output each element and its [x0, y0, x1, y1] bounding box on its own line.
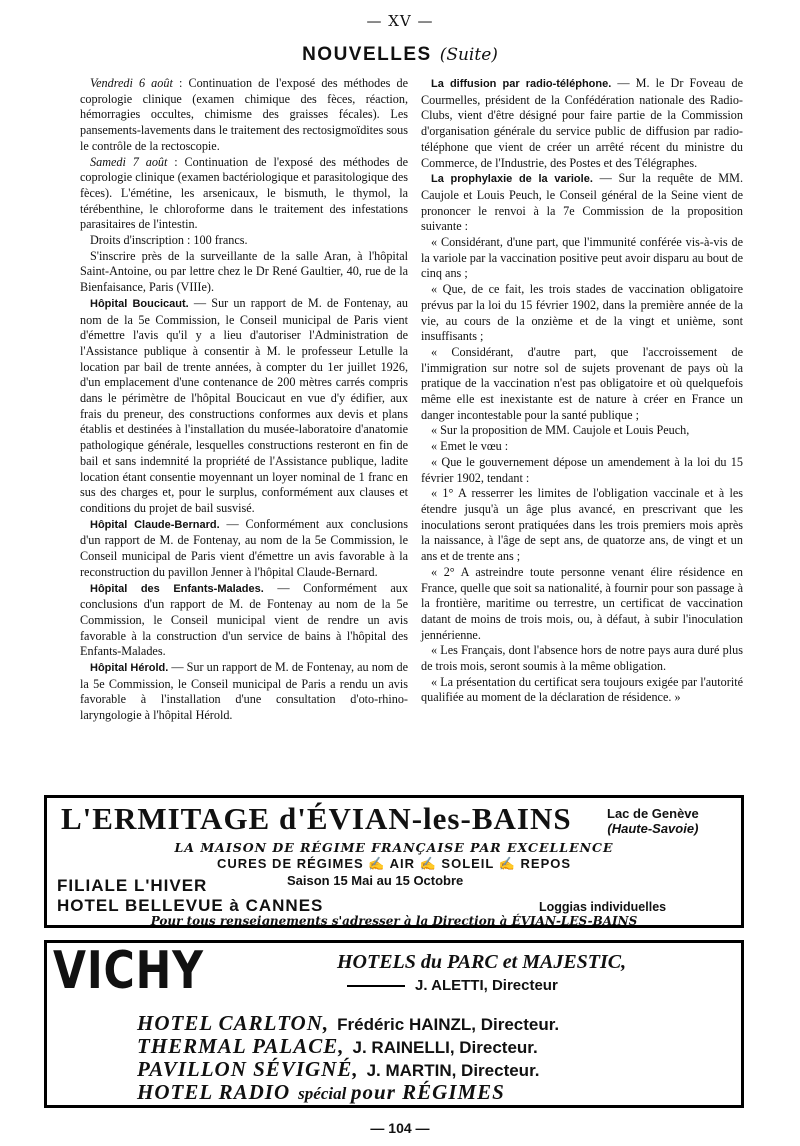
paragraph-text: : Continuation de l'exposé des méthodes de coprologie clinique (examen chimique des fèces, réaction, hémorragies occultes, chimisme des graisses fécales). Les pansements-lavements dans le traitement des rectosigmoïdites sous le contrôle de la rectoscopie. [80, 76, 408, 153]
evian-filiale: FILIALE L'HIVER [57, 876, 208, 895]
left-column [80, 76, 408, 724]
paragraph-lead: Vendredi 6 août [90, 76, 173, 90]
paragraph-text: « Les Français, dont l'absence hors de notre pays aura duré plus de trois mois, seront soumis à la même obligation. [421, 643, 743, 674]
paragraph-lead: La diffusion par radio-téléphone. [431, 78, 612, 90]
paragraph-text: « Que, de ce fait, les trois stades de vaccination obligatoire prévus par la loi du 15 février 1902, dans la première année de la vie, au cours de la onzième et de la vingt et unième, sont insuffisants ; [421, 282, 743, 344]
paragraph [421, 675, 743, 706]
paragraph-text: — Sur un rapport de M. de Fontenay, au nom de la 5e Commission, le Conseil municipal de Paris a rendu un avis favorable à l'installation d'une consultation d'oto-rhino-laryngologie à l'hôpital Hérold. [80, 660, 408, 723]
paragraph-text: : Continuation de l'exposé des méthodes de coprologie clinique (examen bactériologique et parasitologique des fèces). L'émétine, les arsenicaux, le bismuth, le thymol, la térébenthine, le chloroforme dans le traitement des infestations parasitaires de l'intestin. [80, 154, 408, 232]
vichy-parc-majestic: HOTELS du PARC et MAJESTIC, [337, 951, 627, 973]
vichy-advertisement [44, 940, 744, 1108]
evian-contact: Pour tous renseignements s'adresser à la Direction à ÉVIAN-LES-BAINS [150, 914, 638, 928]
vichy-thermal-palace [137, 1034, 538, 1059]
hotel-director: J. RAINELLI, Directeur. [352, 1038, 538, 1057]
evian-lac: Lac de Genève [607, 806, 699, 821]
paragraph [80, 296, 408, 517]
evian-lac-sub: (Haute-Savoie) [607, 821, 699, 836]
vichy-logo: VICHY [53, 941, 204, 1001]
section-title [0, 44, 800, 66]
paragraph [80, 660, 408, 724]
paragraph-text: « Que le gouvernement dépose un amendement à la loi du 15 février 1902, tendant : [421, 454, 743, 485]
roman-page-number: — XV — [366, 12, 434, 30]
paragraph-text: « Sur la proposition de MM. Caujole et Louis Peuch, [431, 423, 690, 438]
vichy-carlton [137, 1011, 559, 1036]
paragraph [80, 76, 408, 155]
paragraph [421, 439, 743, 455]
right-column [421, 76, 743, 706]
paragraph-lead: Hôpital des Enfants-Malades. [90, 582, 264, 595]
evian-title: L'ERMITAGE d'ÉVIAN-les-BAINS [61, 801, 572, 836]
paragraph-text: « La présentation du certificat sera toujours exigée par l'autorité qualifiée au moment de la déclaration de résidence. » [421, 674, 743, 705]
paragraph [80, 249, 408, 296]
hotel-director: J. MARTIN, Directeur. [366, 1061, 540, 1080]
paragraph-lead: La prophylaxie de la variole. [431, 173, 593, 186]
paragraph-text: — Sur un rapport de M. de Fontenay, au nom de la 5e Commission, le Conseil municipal de Paris vient d'émettre l'avis qu'il y a lieu d'autoriser l'Administration de l'Assistance publique à consentir à M. le professeur Letulle la location par bail de trente années, à compter du 1er juillet 1926, d'un emplacement d'une contenance de 200 mètres carrés compris dans le périmètre de l'hôpital Boucicaut en vue d'y édifier, aux frais du preneur, des constructions conformes aux devis et plans établis et destinées à l'installation du musée-laboratoire d'anatomie pathologique générale, lesquelles constructions resteront en fin de bail et sans indemnité la propriété de l'Assistance publique, ladite location étant consentie moyennant un loyer nominal de 1 franc en sus des charges et, pour le surplus, conformément aux clauses et conditions du projet de bail susvisé. [80, 295, 408, 515]
paragraph [80, 581, 408, 661]
paragraph-text: « Emet le vœu : [431, 439, 509, 454]
paragraph-text: — Conformément aux conclusions d'un rapport de M. de Fontenay, au nom de la 5e Commission, le Conseil municipal de Paris vient d'émettre un avis favorable à la reconstruction du pavillon Jenner à l'hôpital Claude-Bernard. [80, 516, 408, 579]
paragraph [80, 517, 408, 581]
paragraph [421, 643, 743, 674]
paragraph [421, 345, 743, 424]
hotel-regimes: pour RÉGIMES [351, 1080, 505, 1104]
title-text: NOUVELLES [302, 44, 432, 65]
paragraph-lead: Hôpital Hérold. [90, 662, 169, 675]
paragraph-text: — M. le Dr Foveau de Courmelles, président de la Confédération nationale des Radio-Clubs, vient d'être désigné pour faire partie de la Commission d'organisation générale du service public de diffusion par radio-téléphone que vient de créer un arrêté récent du ministre du Commerce, de l'Industrie, des Postes et des Télégraphes. [421, 76, 743, 170]
dash-left [347, 985, 405, 987]
hotel-director: Frédéric HAINZL, Directeur. [337, 1015, 560, 1034]
paragraph [80, 233, 408, 249]
paragraph [421, 486, 743, 565]
vichy-aletti [337, 977, 558, 994]
paragraph [421, 235, 743, 282]
evian-location [607, 806, 699, 836]
paragraph-text: Droits d'inscription : 100 francs. [90, 233, 248, 248]
hotel-name: PAVILLON SÉVIGNÉ, [137, 1057, 359, 1081]
paragraph-text: « Considérant, d'autre part, que l'accroissement de l'immigration sur notre sol de sujets provenant de pays où la pratique de la vaccination n'est pas obligatoire et où quelquefois même elle est inexistante est de nature à créer en France un danger incontestable pour la santé publique ; [421, 344, 743, 422]
paragraph-lead: Hôpital Claude-Bernard. [90, 518, 220, 531]
hotel-name: HOTEL CARLTON, [137, 1011, 330, 1035]
evian-cures: CURES DE RÉGIMES ✍ AIR ✍ SOLEIL ✍ REPOS [216, 856, 572, 871]
evian-advertisement [44, 795, 744, 928]
paragraph-text: — Conformément aux conclusions d'un rapport de M. de Fontenay au nom de la 5e Commission, le Conseil municipal vient de rendre un avis favorable à la construction d'un service de bains à l'hôpital des Enfants-Malades. [80, 580, 408, 659]
paragraph [421, 282, 743, 345]
vichy-aletti-text: J. ALETTI, Directeur [415, 977, 558, 994]
paragraph-lead: Samedi 7 août [90, 154, 168, 169]
hotel-special: spécial [298, 1084, 347, 1103]
paragraph [80, 155, 408, 234]
paragraph-text: S'inscrire près de la surveillante de la salle Aran, à l'hôpital Saint-Antoine, ou par lettre chez le Dr René Gaultier, 40, rue de la Bienfaisance, Paris (VIIIe). [80, 248, 408, 295]
paragraph [421, 76, 743, 171]
vichy-pavillon-sevigne [137, 1057, 539, 1082]
page-number: — 104 — [370, 1120, 430, 1136]
evian-maison: LA MAISON DE RÉGIME FRANÇAISE PAR EXCELLENCE [174, 840, 614, 855]
paragraph-lead: Hôpital Boucicaut. [90, 297, 189, 310]
evian-loggias: Loggias individuelles [539, 900, 667, 914]
evian-saison: Saison 15 Mai au 15 Octobre [287, 873, 464, 888]
paragraph-text: « 2° A astreindre toute personne venant élire résidence en France, quelle que soit sa nationalité, à fournir pour son passage à la frontière, maritime ou terrestre, un certificat de vaccination datant de moins de trois mois, ou, à défaut, à subir l'inoculation jennérienne. [421, 564, 743, 642]
paragraph-text: « 1° A resserrer les limites de l'obligation vaccinale et à les étendre jusqu'à un âge plus avancé, en prescrivant que les inoculations seront pratiquées dans les trois premiers mois après la naissance, à l'âge de sept ans, de quatorze ans, de vingt et un ans et de trente ans ; [421, 486, 743, 564]
evian-hotel-bellevue: HOTEL BELLEVUE à CANNES [57, 896, 324, 915]
paragraph-text: « Considérant, d'une part, que l'immunité conférée vis-à-vis de la variole par la vaccination positive peut avoir disparu au bout de cinq ans ; [421, 235, 743, 281]
hotel-name: THERMAL PALACE, [137, 1034, 345, 1058]
paragraph [421, 171, 743, 235]
paragraph [421, 455, 743, 486]
paragraph [421, 423, 743, 439]
vichy-hotel-radio [137, 1080, 513, 1105]
paragraph-text: — Sur la requête de MM. Caujole et Louis Peuch, le Conseil général de la Seine vient de prononcer le renvoi à la 7e Commission de la proposition suivante : [421, 171, 743, 234]
hotel-name: HOTEL RADIO [137, 1080, 291, 1104]
paragraph [421, 565, 743, 644]
title-suffix: (Suite) [439, 45, 498, 65]
